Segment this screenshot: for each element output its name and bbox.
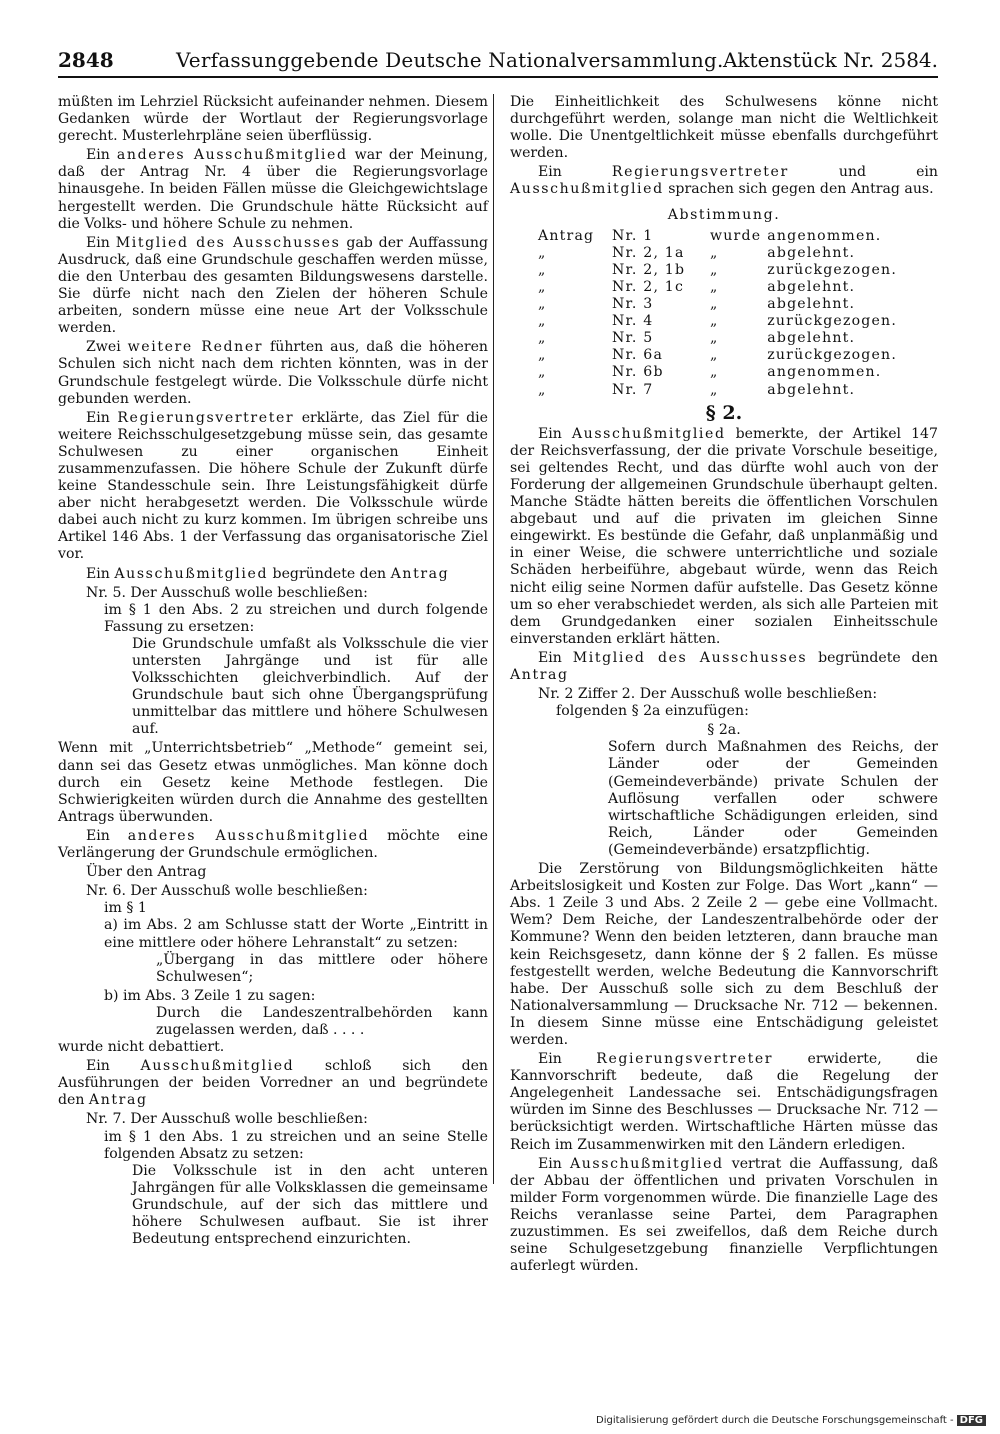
motion-nr5: Nr. 5. Der Ausschuß wolle beschließen: <box>86 584 368 601</box>
vote-cell-r: abgelehnt. <box>767 381 856 398</box>
paragraph: Ein Regierungsvertreter erklärte, das Ziel für die weitere Reichsschulgesetzgebung müsse sein, das gesamte Schulwesen zu einer organischen Einheit zusammenzufassen. Die höhere Schule der Zukunft dürfe keine Standesschule sein. Ihre Leistungsfähigkeit dürfe aber nicht herabgesetzt werden. Die Volksschule würde dabei auch nicht zu kurz kommen. Im übrigen schreibe uns Artikel 146 Abs. 1 der Verfassung das organisatorische Ziel vor. <box>58 409 489 563</box>
vote-cell-a: „ <box>538 278 547 295</box>
vote-cell-nr: Nr. 5 <box>612 330 654 347</box>
motion-nr2: Nr. 2 Ziffer 2. Der Ausschuß wolle beschließen: <box>538 686 878 703</box>
paragraph: Die Zerstörung von Bildungsmöglichkeiten hätte Arbeitslosigkeit und Kosten zur Folge. Das Wort „kann“ — Abs. 1 Zeile 3 und Abs. 2 Zeile 2 — gebe eine Vollmacht. Wem? Dem Reiche, der Landeszentralbehörde oder der Kommune? Wenn den beiden letzteren, dann brauche man kein Reichsgesetz, dann könne der § 2 fallen. Es müsse festgestellt werden, welche Bedeutung die Kannvorschrift habe. Der Ausschuß solle sich zu dem Beschluß der Nationalversammlung — Drucksache Nr. 712 — bekennen. In diesem Sinne müsse eine Entschädigung geleistet werden. <box>510 861 938 1048</box>
paragraph: Ein Ausschußmitglied begründete den Antrag <box>86 565 450 582</box>
vote-cell-r: zurückgezogen. <box>767 313 897 330</box>
section-heading: § 2. <box>705 401 743 424</box>
vote-cell-nr: Nr. 2, 1a <box>612 244 685 261</box>
paragraph: Ein Regierungsvertreter und ein Ausschußmitglied sprachen sich gegen den Antrag aus. <box>510 164 939 198</box>
motion-text: a) im Abs. 2 am Schlusse statt der Worte „Eintritt in eine mittlere oder höhere Lehranstalt“ zu setzen: <box>104 917 488 951</box>
vote-row <box>510 364 903 381</box>
left-column <box>58 94 488 1248</box>
vote-table <box>510 228 903 399</box>
motion-text: b) im Abs. 3 Zeile 1 zu sagen: <box>104 987 316 1004</box>
dfg-logo: DFG <box>957 1415 986 1426</box>
vote-cell-r: angenommen. <box>767 364 882 381</box>
vote-cell-w: „ <box>710 364 719 381</box>
vote-cell-r: zurückgezogen. <box>767 347 897 364</box>
vote-cell-a: „ <box>538 347 547 364</box>
footer-text: Digitalisierung gefördert durch die Deutsche Forschungsgemeinschaft - <box>596 1415 954 1426</box>
vote-cell-w: „ <box>710 261 719 278</box>
vote-cell-a: „ <box>538 296 547 313</box>
running-title: Verfassunggebende Deutsche Nationalversammlung. <box>176 48 724 72</box>
paragraph: Ein Mitglied des Ausschusses begründete den Antrag <box>510 649 938 683</box>
vote-cell-a: „ <box>538 244 547 261</box>
column-divider <box>493 94 494 1184</box>
paragraph: Wenn mit „Unterrichtsbetrieb“ „Methode“ gemeint sei, dann sei das Gesetz etwas unmögliches. Man könne doch durch ein Gesetz keine Methode festlegen. Die Schwierigkeiten würden durch die Annahme des gestellten Antrags überwunden. <box>58 740 488 825</box>
motion-quote: Die Grundschule umfaßt als Volksschule die vier untersten Jahrgänge und ist für alle Volksschichten gleichverbindlich. Auf der Grundschule baut sich ohne Übergangsprüfung unmittelbar das mittlere und höhere Schulwesen auf. <box>132 635 488 738</box>
paragraph: Ein anderes Ausschußmitglied war der Meinung, daß der Antrag Nr. 4 über die Regierungsvorlage hinausgehe. In beiden Fällen müsse die Gleichgewichtslage hergestellt werden. Die Grundschule hätte Rücksicht auf die Volks- und höhere Schule zu nehmen. <box>58 147 488 232</box>
vote-cell-r: abgelehnt. <box>767 296 856 313</box>
vote-cell-r: zurückgezogen. <box>767 261 897 278</box>
vote-cell-r: abgelehnt. <box>767 244 856 261</box>
paragraph: Über den Antrag <box>86 864 207 881</box>
vote-cell-nr: Nr. 6b <box>612 364 664 381</box>
vote-cell-w: „ <box>710 244 719 261</box>
motion-quote: Durch die Landeszentralbehörden kann zugelassen werden, daß . . . . <box>156 1004 488 1038</box>
vote-row <box>510 245 903 262</box>
motion-text: im § 1 den Abs. 2 zu streichen und durch folgende Fassung zu ersetzen: <box>104 601 488 635</box>
vote-cell-nr: Nr. 2, 1c <box>612 278 685 295</box>
motion-quote: „Übergang in das mittlere oder höhere Schulwesen“; <box>156 951 488 985</box>
motion-nr7: Nr. 7. Der Ausschuß wolle beschließen: <box>86 1111 368 1128</box>
motion-nr6: Nr. 6. Der Ausschuß wolle beschließen: <box>86 883 368 900</box>
vote-cell-w: wurde <box>710 227 762 244</box>
paragraph: Ein anderes Ausschußmitglied möchte eine Verlängerung der Grundschule ermöglichen. <box>58 827 488 862</box>
motion-quote: Die Volksschule ist in den acht unteren Jahrgängen für alle Volksklassen die gemeinsame Grundschule, auf der sich das mittlere und höhere Schulwesen aufbaut. Sie ist ihrer Bedeutung entsprechend einzurichten. <box>132 1162 488 1248</box>
vote-cell-nr: Nr. 3 <box>612 296 654 313</box>
motion-text: im § 1 <box>104 900 147 917</box>
section-2a-title: § 2a. <box>707 722 741 739</box>
vote-cell-w: „ <box>710 381 719 398</box>
vote-cell-a: „ <box>538 381 547 398</box>
paragraph: Zwei weitere Redner führten aus, daß die höheren Schulen sich nicht nach dem richten könnten, was in der Grundschule festgelegt würde. Die Volksschule dürfe nicht gebunden werden. <box>58 339 488 407</box>
paragraph: Ein Ausschußmitglied vertrat die Auffassung, daß der Abbau der öffentlichen und privaten Vorschulen in milder Form vorgenommen würde. Die finanzielle Lage des Reichs veranlasse seine Partei, dem Paragraphen zuzustimmen. Es sei zweifellos, daß dem Reiche durch seine Schulgesetzgebung finanzielle Verpflichtungen auferlegt würden. <box>510 1155 938 1275</box>
vote-cell-w: „ <box>710 330 719 347</box>
vote-cell-nr: Nr. 1 <box>612 227 654 244</box>
motion-quote: Sofern durch Maßnahmen des Reichs, der Länder oder der Gemeinden (Gemeindeverbände) private Schulen der Auflösung verfallen oder schwere wirtschaftliche Schädigungen erleiden, sind Reich, Länder oder Gemeinden (Gemeindeverbände) ersatzpflichtig. <box>608 739 938 858</box>
vote-cell-nr: Nr. 4 <box>612 313 654 330</box>
vote-row <box>510 296 903 313</box>
paragraph: müßten im Lehrziel Rücksicht aufeinander nehmen. Diesem Gedanken würde der Wortlaut der Regierungsvorlage gerecht. Musterlehrpläne seien überflüssig. <box>58 94 488 145</box>
vote-row <box>510 347 903 364</box>
page-number: 2848 <box>58 48 114 72</box>
vote-cell-r: abgelehnt. <box>767 278 856 295</box>
vote-row <box>510 262 903 279</box>
paragraph: wurde nicht debattiert. <box>58 1039 225 1056</box>
vote-cell-a: Antrag <box>538 227 595 244</box>
paragraph: Ein Mitglied des Ausschusses gab der Auffassung Ausdruck, daß eine Grundschule geschaffen werden müsse, die den Unterbau des gesamten Bildungswesens darstelle. Sie dürfe nicht nach den Zielen der höheren Schule arbeiten, sondern müsse eine neue Art der Volksschule werden. <box>58 234 488 337</box>
vote-heading: Abstimmung. <box>667 206 781 223</box>
vote-cell-a: „ <box>538 313 547 330</box>
paragraph: Ein Ausschußmitglied bemerkte, der Artikel 147 der Reichsverfassung, der die private Vorschule beseitige, sei geltendes Recht, und das dürfte wohl auch von der Forderung der allgemeinen Grundschule überhaupt gelten. Manche Städte hätten bereits die öffentlichen Vorschulen abgebaut und auf die privaten im gleichen Sinne eingewirkt. Es bestünde die Gefahr, daß unplanmäßig und in einer Weise, die schwere unterrichtliche und soziale Schäden herbeiführe, abgebaut würde, wenn das Reich nicht eilig seine Normen dafür aufstelle. Das Gesetz könne um so eher verabschiedet werden, als sich alle Parteien mit dem Grundgedanken einer sozialen Einheitsschule einverstanden erklärt hätten. <box>510 425 938 647</box>
vote-cell-a: „ <box>538 364 547 381</box>
vote-cell-nr: Nr. 2, 1b <box>612 261 686 278</box>
vote-cell-w: „ <box>710 278 719 295</box>
vote-cell-r: abgelehnt. <box>767 330 856 347</box>
right-column <box>510 94 938 1275</box>
paragraph: Die Einheitlichkeit des Schulwesens könne nicht durchgeführt werden, solange man nicht die Weltlichkeit wolle. Die Unentgeltlichkeit müsse ebenfalls durchgeführt werden. <box>510 94 938 162</box>
vote-cell-nr: Nr. 7 <box>612 381 654 398</box>
vote-cell-a: „ <box>538 261 547 278</box>
paragraph: Ein Ausschußmitglied schloß sich den Ausführungen der beiden Vorredner an und begründete den Antrag <box>58 1058 489 1109</box>
vote-row <box>510 313 903 330</box>
page-header <box>58 44 938 78</box>
vote-row <box>510 228 903 245</box>
motion-text: im § 1 den Abs. 1 zu streichen und an seine Stelle folgenden Absatz zu setzen: <box>104 1128 488 1162</box>
motion-text: folgenden § 2a einzufügen: <box>556 703 749 720</box>
vote-cell-w: „ <box>710 296 719 313</box>
vote-row <box>510 382 903 399</box>
vote-cell-w: „ <box>710 313 719 330</box>
vote-cell-r: angenommen. <box>767 227 882 244</box>
vote-row <box>510 279 903 296</box>
document-number: Aktenstück Nr. 2584. <box>722 48 938 72</box>
vote-cell-nr: Nr. 6a <box>612 347 664 364</box>
paragraph: Ein Regierungsvertreter erwiderte, die Kannvorschrift bedeute, daß die Regelung der Angelegenheit Landessache sei. Entschädigungsfragen würden im Sinne des Beschlusses — Drucksache Nr. 712 — berücksichtigt werden. Wirtschaftliche Härten müsse das Reich im Zusammenwirken mit den Ländern erledigen. <box>510 1051 938 1153</box>
vote-cell-w: „ <box>710 347 719 364</box>
digitization-footer <box>596 1415 986 1426</box>
vote-cell-a: „ <box>538 330 547 347</box>
vote-row <box>510 330 903 347</box>
